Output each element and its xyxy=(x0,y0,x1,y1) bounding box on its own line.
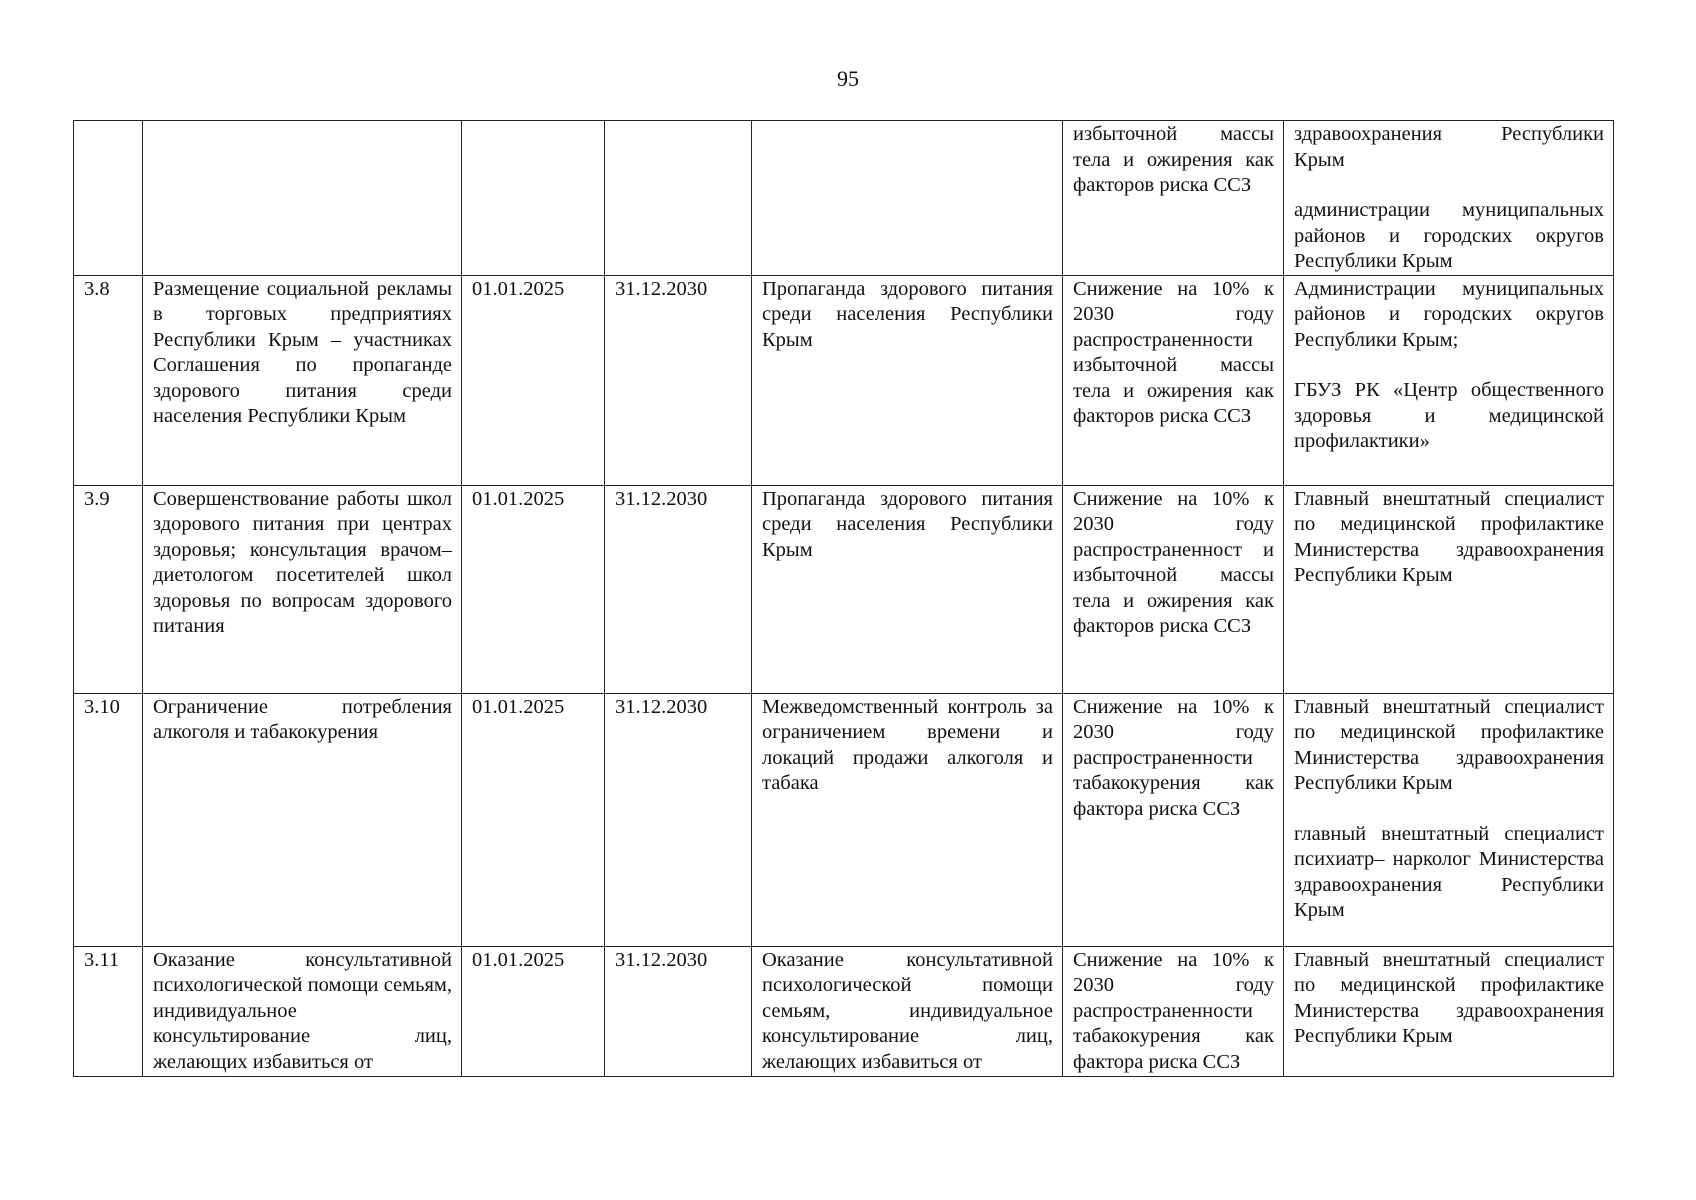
measure-cell: Ограничение потребления алкоголя и табакокурения xyxy=(143,693,462,946)
row-number-cell: 3.10 xyxy=(74,693,143,946)
content-cell xyxy=(752,121,1063,276)
result-cell: Снижение на 10% к 2030 году распространенности избыточной массы тела и ожирения как факторов риска ССЗ xyxy=(1063,275,1284,485)
table-row xyxy=(74,485,1614,693)
table-row xyxy=(74,693,1614,946)
responsible-entry: Администрации муниципальных районов и городских округов Республики Крым; xyxy=(1294,277,1604,351)
measure-cell xyxy=(143,946,462,1076)
responsible-cell xyxy=(1284,693,1614,946)
start-date-cell: 01.01.2025 xyxy=(462,485,605,693)
responsible-cell xyxy=(1284,121,1614,276)
start-date-cell xyxy=(462,121,605,276)
start-date-cell: 01.01.2025 xyxy=(462,946,605,1076)
row-number-cell: 3.8 xyxy=(74,275,143,485)
result-cell: Снижение на 10% к 2030 году распространенност и избыточной массы тела и ожирения как факторов риска ССЗ xyxy=(1063,485,1284,693)
responsible-entry: здравоохранения Республики Крым xyxy=(1294,123,1604,171)
result-cell: Снижение на 10% к 2030 году распространенности табакокурения как фактора риска ССЗ xyxy=(1063,693,1284,946)
result-text: Снижение на 10% к 2030 году распространенности табакокурения как фактора риска ССЗ xyxy=(1073,948,1274,1073)
measure-cell xyxy=(143,121,462,276)
end-date-cell xyxy=(605,121,752,276)
responsible-entry: администрации муниципальных районов и городских округов Республики Крым xyxy=(1294,199,1604,272)
responsible-entry: Главный внештатный специалист по медицинской профилактике Министерства здравоохранения Республики Крым xyxy=(1294,487,1604,586)
start-date-cell: 01.01.2025 xyxy=(462,275,605,485)
start-date-cell: 01.01.2025 xyxy=(462,693,605,946)
table-row xyxy=(74,275,1614,485)
responsible-cell xyxy=(1284,275,1614,485)
measure-text: Оказание консультативной психологической помощи семьям, индивидуальное консультирование лиц, желающих избавиться от xyxy=(153,948,452,1073)
end-date-cell: 31.12.2030 xyxy=(605,693,752,946)
content-cell: Межведомственный контроль за ограничением времени и локаций продажи алкоголя и табака xyxy=(752,693,1063,946)
row-number-cell: 3.9 xyxy=(74,485,143,693)
responsible-cell xyxy=(1284,485,1614,693)
responsible-entry: главный внештатный специалист психиатр– нарколог Министерства здравоохранения Республики Крым xyxy=(1294,822,1604,921)
measures-table xyxy=(73,120,1614,1077)
content-text: Оказание консультативной психологической помощи семьям, индивидуальное консультирование лиц, желающих избавиться от xyxy=(762,948,1053,1073)
row-number-cell: 3.11 xyxy=(74,946,143,1076)
end-date-cell: 31.12.2030 xyxy=(605,275,752,485)
table-row xyxy=(74,946,1614,1076)
result-cell: избыточной массы тела и ожирения как факторов риска ССЗ xyxy=(1063,121,1284,276)
row-number-cell xyxy=(74,121,143,276)
responsible-entry: ГБУЗ РК «Центр общественного здоровья и медицинской профилактики» xyxy=(1294,379,1604,452)
responsible-entry: Главный внештатный специалист по медицинской профилактике Министерства здравоохранения Республики Крым xyxy=(1294,695,1604,794)
table-row-continuation xyxy=(74,121,1614,276)
result-cell xyxy=(1063,946,1284,1076)
measure-cell: Совершенствование работы школ здорового питания при центрах здоровья; консультация врачом–диетологом посетителей школ здоровья по вопросам здорового питания xyxy=(143,485,462,693)
content-cell xyxy=(752,946,1063,1076)
end-date-cell: 31.12.2030 xyxy=(605,946,752,1076)
content-cell: Пропаганда здорового питания среди населения Республики Крым xyxy=(752,485,1063,693)
content-cell: Пропаганда здорового питания среди населения Республики Крым xyxy=(752,275,1063,485)
measure-cell: Размещение социальной рекламы в торговых предприятиях Республики Крым – участниках Соглашения по пропаганде здорового питания среди населения Республики Крым xyxy=(143,275,462,485)
responsible-cell xyxy=(1284,946,1614,1076)
end-date-cell: 31.12.2030 xyxy=(605,485,752,693)
page-number: 95 xyxy=(837,66,859,91)
responsible-entry: Главный внештатный специалист по медицинской профилактике Министерства здравоохранения Республики Крым xyxy=(1294,948,1604,1047)
